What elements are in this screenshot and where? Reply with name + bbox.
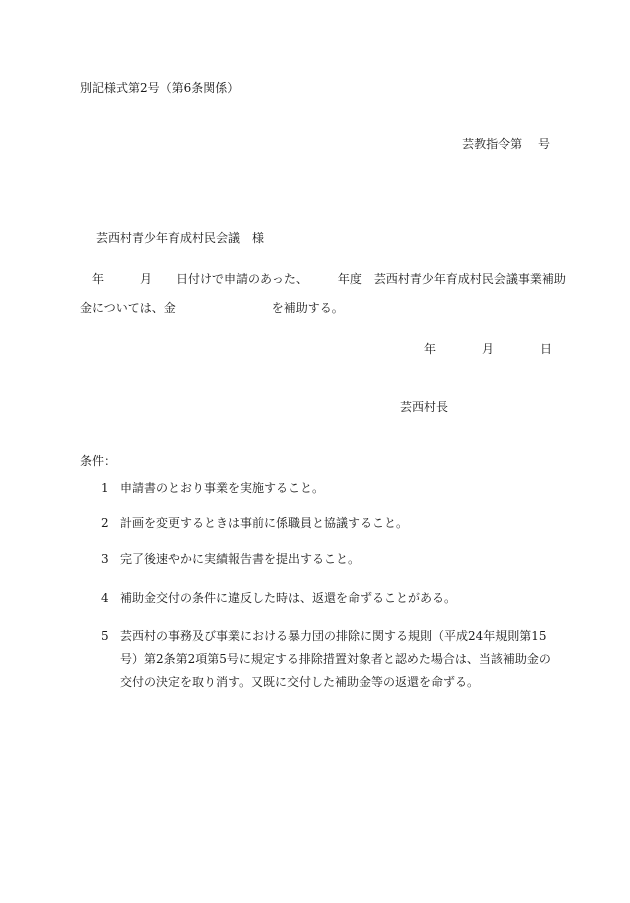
condition-text: 計画を変更するときは事前に係職員と協議すること。 xyxy=(120,516,409,530)
date-day: 日 xyxy=(540,342,553,356)
condition-number: 5 xyxy=(101,629,109,643)
condition-number: 4 xyxy=(101,591,109,605)
issuer: 芸西村長 xyxy=(400,400,449,414)
conditions-heading: 条件： xyxy=(80,454,117,468)
date-year: 年 xyxy=(424,342,437,356)
condition-text: 芸西村の事務及び事業における暴力団の排除に関する規則（平成24年規則第15号）第2条第2項第5号に規定する排除措置対象者と認めた場合は、当該補助金の交付の決定を取り消す。又既に交付した補助金等の返還を命ずる。 xyxy=(120,629,551,689)
form-label: 別記様式第2号（第6条関係） xyxy=(80,81,240,95)
body-line-1: 年 月 日付けで申請のあった、 年度 芸西村青少年育成村民会議事業補助 xyxy=(80,272,566,286)
condition-number: 2 xyxy=(101,516,109,530)
document-number: 芸教指令第 号 xyxy=(462,137,550,151)
condition-text: 申請書のとおり事業を実施すること。 xyxy=(120,481,325,495)
condition-number: 3 xyxy=(101,552,109,566)
condition-text: 補助金交付の条件に違反した時は、返還を命ずることがある。 xyxy=(120,591,457,605)
date-month: 月 xyxy=(482,342,495,356)
addressee: 芸西村青少年育成村民会議 様 xyxy=(96,231,265,245)
condition-text: 完了後速やかに実績報告書を提出すること。 xyxy=(120,552,361,566)
body-line-2: 金については、金 を補助する。 xyxy=(80,301,344,315)
condition-number: 1 xyxy=(101,481,109,495)
